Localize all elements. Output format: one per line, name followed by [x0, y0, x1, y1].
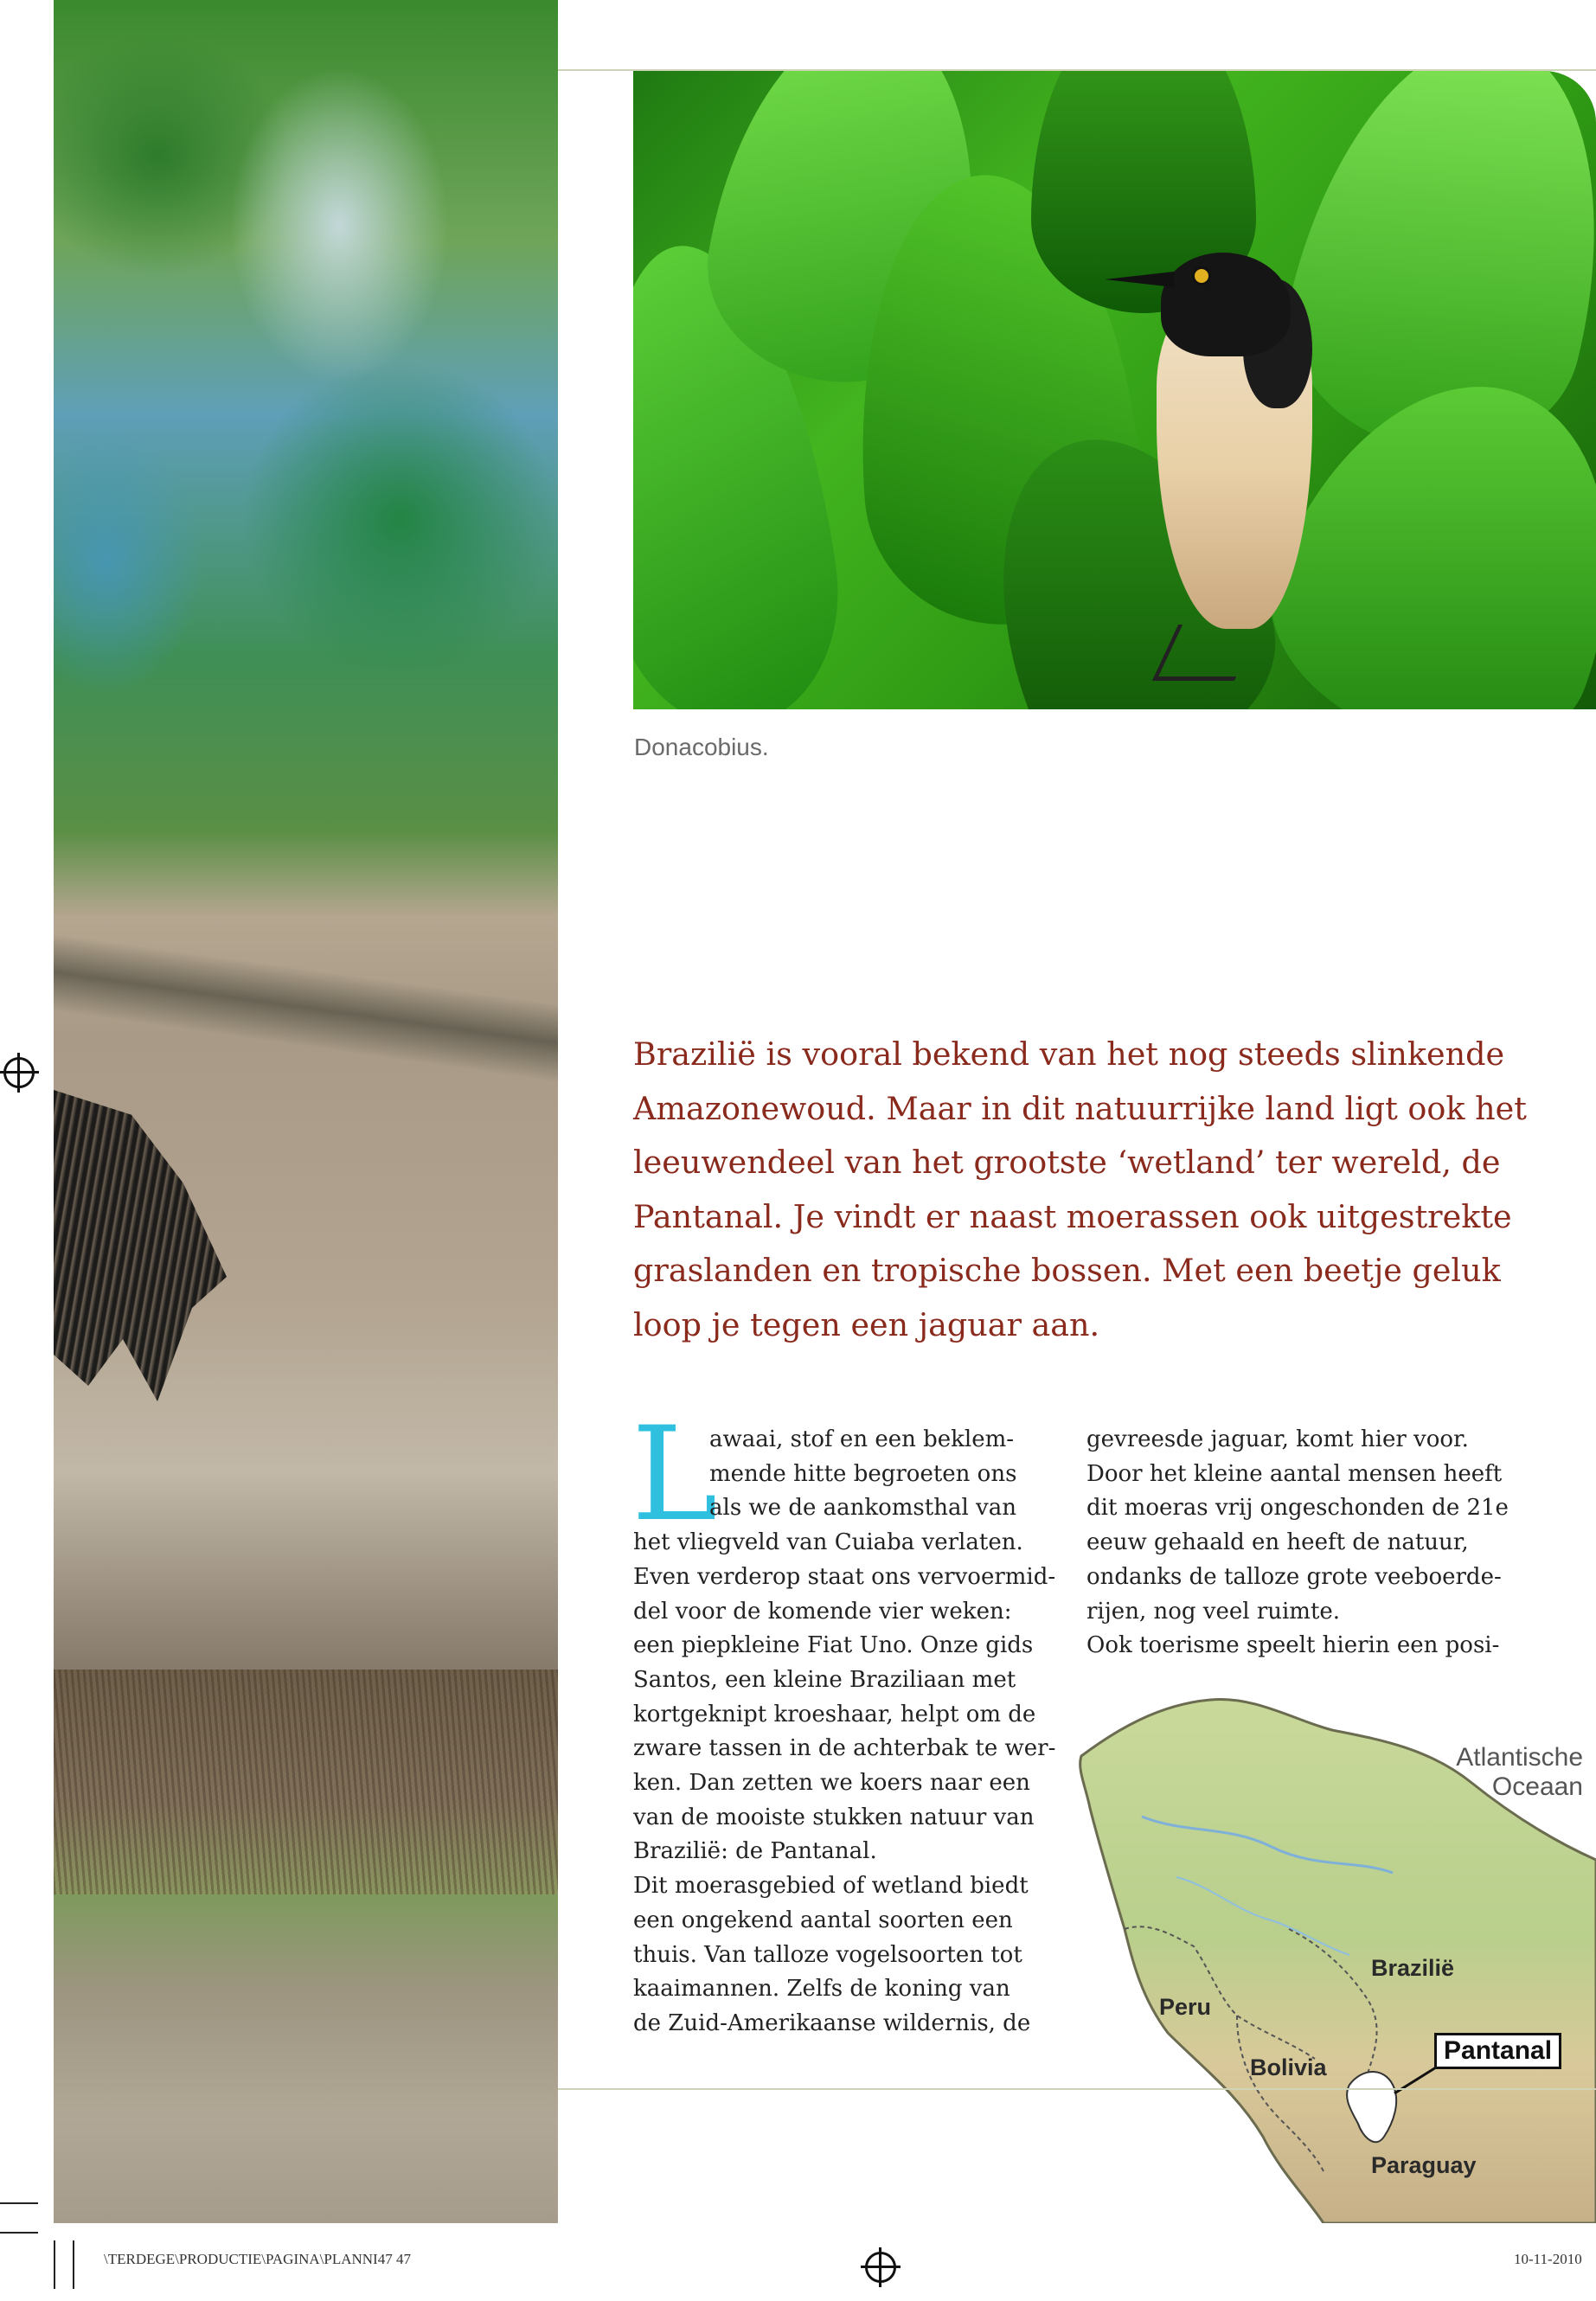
intro-line: Amazonewoud. Maar in dit natuurrijke land ligt ook het [633, 1089, 1527, 1127]
bird-eye [1192, 266, 1211, 285]
body-line: awaai, stof en een beklem- [709, 1426, 1015, 1452]
body-column-1 [633, 1423, 1056, 2041]
body-line: kortgeknipt kroeshaar, helpt om de [633, 1701, 1036, 1727]
body-line: rijen, nog veel ruimte. [1086, 1598, 1341, 1625]
photo-animal-hair [54, 1090, 227, 1401]
photo-ground-shadow [54, 933, 558, 1082]
body-line: eeuw gehaald en heeft de natuur, [1086, 1529, 1469, 1556]
body-line: gevreesde jaguar, komt hier voor. [1086, 1426, 1469, 1452]
body-line: een ongekend aantal soorten een [633, 1907, 1013, 1933]
body-line: ondanks de talloze grote veeboerde- [1086, 1563, 1502, 1590]
photo-grass-band [54, 1670, 558, 1894]
left-nature-photo [54, 0, 558, 2223]
intro-line: Brazilië is vooral bekend van het nog steeds slinkende [633, 1035, 1505, 1073]
crop-mark [73, 2240, 74, 2289]
map-label-paraguay: Paraguay [1371, 2152, 1477, 2178]
crop-mark [54, 2240, 55, 2289]
map-label-peru: Peru [1159, 1994, 1212, 2020]
body-line: kaaimannen. Zelfs de koning van [633, 1976, 1010, 2003]
body-line: van de mooiste stukken natuur van [633, 1804, 1035, 1830]
intro-paragraph [633, 1028, 1576, 1352]
body-line: Santos, een kleine Braziliaan met [633, 1666, 1016, 1693]
body-line: Door het kleine aantal mensen heeft [1086, 1460, 1503, 1487]
crop-mark [0, 2202, 38, 2204]
intro-line: loop je tegen een jaguar aan. [633, 1305, 1100, 1343]
body-line: een piepkleine Fiat Uno. Onze gids [633, 1632, 1034, 1659]
registration-mark-bottom [865, 2252, 896, 2283]
body-line: de Zuid-Amerikaanse wildernis, de [633, 2009, 1031, 2036]
body-line: thuis. Van talloze vogelsoorten tot [633, 1941, 1022, 1968]
registration-mark-left [3, 1057, 35, 1088]
map-label-pantanal: Pantanal [1434, 2033, 1561, 2069]
intro-line: graslanden en tropische bossen. Met een beetje geluk [633, 1252, 1501, 1289]
body-line: ken. Dan zetten we koers naar een [633, 1770, 1030, 1797]
body-line: del voor de komende vier weken: [633, 1598, 1012, 1625]
map-label-ocean [1410, 1743, 1583, 1802]
body-line: mende hitte begroeten ons [709, 1460, 1017, 1487]
ocean-line-1: Atlantische [1456, 1743, 1583, 1772]
bird-head [1161, 253, 1291, 356]
body-line: als we de aankomsthal van [709, 1495, 1016, 1522]
body-line: zware tassen in de achterbak te wer- [633, 1735, 1056, 1762]
body-line: het vliegveld van Cuiaba verlaten. [633, 1529, 1023, 1556]
photo-caption: Donacobius. [634, 734, 769, 760]
south-america-map [1064, 1687, 1596, 2223]
body-line: dit moeras vrij ongeschonden de 21e [1086, 1495, 1509, 1522]
map-label-bolivia: Bolivia [1250, 2054, 1327, 2080]
intro-line: leeuwendeel van het grootste ‘wetland’ ter wereld, de [633, 1144, 1501, 1181]
body-line: Even verderop staat ons vervoermid- [633, 1563, 1056, 1590]
drop-cap: L [631, 1400, 718, 1550]
bottom-rule-line [558, 2088, 1596, 2090]
ocean-line-2: Oceaan [1491, 1772, 1583, 1801]
body-line: Dit moerasgebied of wetland biedt [633, 1873, 1029, 1900]
footer-date: 10-11-2010 [1514, 2251, 1582, 2267]
body-line: Ook toerisme speelt hierin een posi- [1086, 1632, 1500, 1659]
footer-slug: \TERDEGE\PRODUCTIE\PAGINA\PLANNI47 47 [104, 2251, 411, 2267]
donacobius-bird-photo [633, 71, 1596, 709]
body-column-2 [1086, 1423, 1571, 1663]
map-label-brazil: Brazilië [1371, 1955, 1455, 1981]
crop-mark [0, 2232, 38, 2234]
body-line: Brazilië: de Pantanal. [633, 1838, 877, 1865]
intro-line: Pantanal. Je vindt er naast moerassen ook uitgestrekte [633, 1197, 1512, 1235]
